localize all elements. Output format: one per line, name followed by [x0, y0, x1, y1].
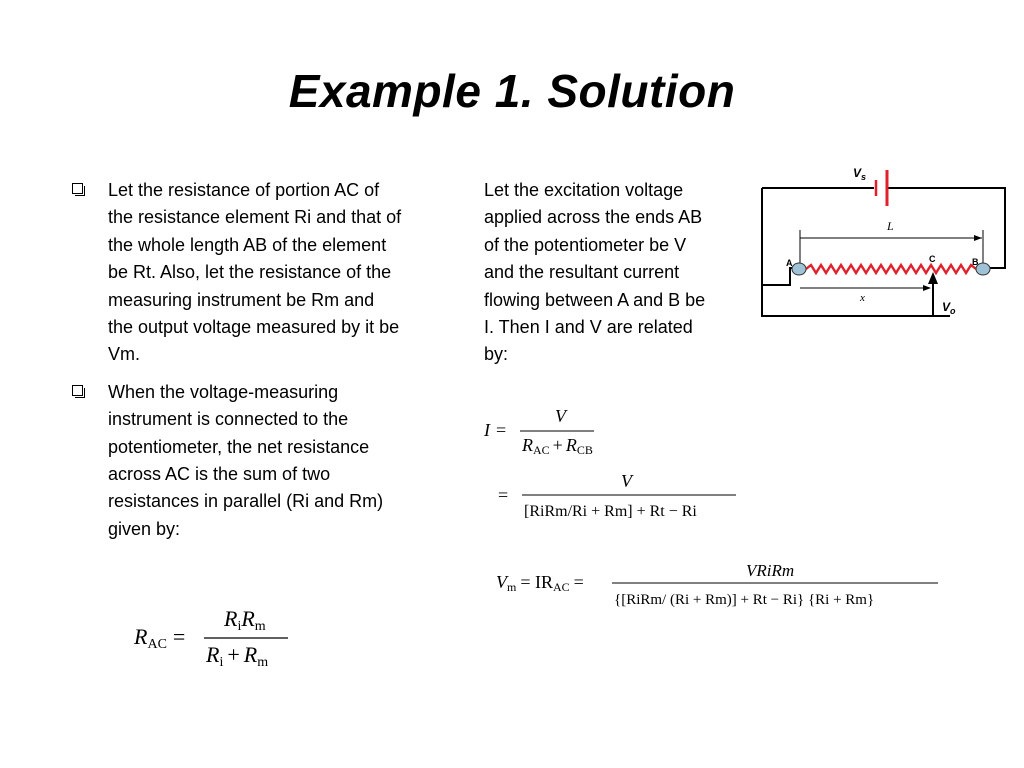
left-bullet-list	[72, 177, 402, 553]
equation-rac	[132, 600, 302, 675]
vs-label: $V_s$	[853, 166, 867, 182]
bullet-item	[72, 177, 402, 369]
slide-title: Example 1. Solution	[288, 65, 736, 117]
b-label: B	[972, 257, 979, 267]
equation-current-expanded	[496, 468, 746, 528]
svg-text:I=: I =	[484, 420, 507, 440]
wire-left	[762, 188, 950, 316]
resistor-zigzag	[806, 265, 976, 273]
checkbox-bullet-icon	[72, 385, 83, 396]
a-label: A	[786, 258, 793, 268]
dimension-l-arrow	[974, 235, 982, 241]
c-label: C	[929, 254, 936, 264]
wire-to-a	[762, 268, 794, 285]
middle-paragraph: Let the excitation voltage applied across the ends AB of the potentiometer be V and the resultant current flowing between A and B be I. Then I and V are related by:	[484, 180, 706, 365]
current-denominator: RAC + RCB	[522, 435, 593, 457]
current2-numerator: V	[621, 471, 632, 491]
equation-vm	[494, 558, 944, 614]
rac-numerator: RiRm	[224, 606, 266, 634]
terminal-a-icon	[792, 263, 806, 275]
wire-top-right	[888, 188, 1005, 268]
equation-current	[482, 404, 622, 460]
svg-text:=: =	[498, 485, 509, 505]
current-numerator: V	[555, 406, 566, 426]
svg-text:RAC=: RAC =	[134, 624, 186, 652]
vo-label: $V_o$	[942, 300, 956, 316]
potentiometer-circuit-diagram	[750, 160, 1010, 325]
dimension-x-arrow	[923, 285, 931, 291]
current2-denominator: [RiRm/Ri + Rm] + Rt − Ri	[524, 503, 697, 520]
vm-numerator: VRiRm	[746, 561, 795, 580]
rac-denominator: Ri + Rm	[206, 642, 269, 670]
bullet-text: When the voltage-measuring instrument is connected to the potentiometer, the net resistance across AC is the sum of two resistances in parallel (Ri and Rm) given by:	[108, 381, 384, 539]
bullet-item	[72, 379, 402, 543]
x-label: x	[860, 292, 865, 304]
bullet-text: Let the resistance of portion AC of the resistance element Ri and that of the whole length AB of the element be Rt. Also, let the resistance of the measuring instrument be Rm and the output voltage measured by it be Vm.	[108, 180, 402, 365]
svg-text:Vm= IRAC=: Vm = IRAC =	[496, 572, 584, 594]
vm-denominator: {[RiRm/ (Ri + Rm)] + Rt − Ri} {Ri + Rm}	[614, 592, 875, 608]
l-label: L	[887, 219, 894, 233]
checkbox-bullet-icon	[72, 183, 83, 194]
